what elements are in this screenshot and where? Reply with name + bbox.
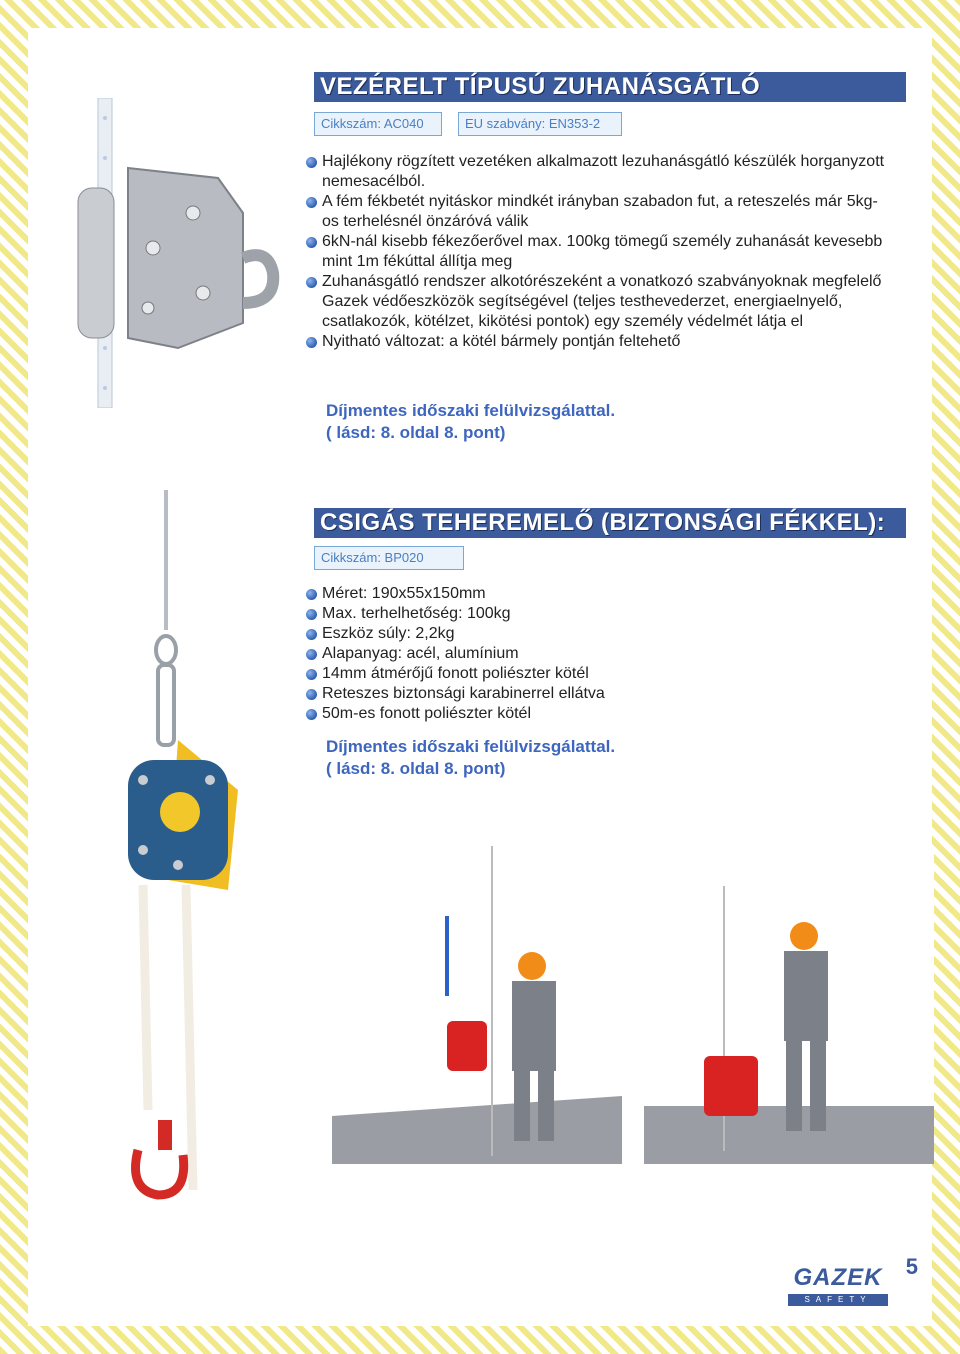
section1-code: Cikkszám: AC040 [314, 112, 442, 136]
hoist-demo-photo-right [644, 846, 934, 1164]
list-item: Hajlékony rögzített vezetéken alkalmazott lezuhanásgátló készülék horganyzott nemesacélból. [306, 152, 886, 192]
section2-code: Cikkszám: BP020 [314, 546, 464, 570]
notice-line: Díjmentes időszaki felülvizsgálattal. [326, 401, 616, 420]
list-item: A fém fékbetét nyitáskor mindkét irányban szabadon fut, a reteszelés már 5kg-os terhelésnél önzáróvá válik [306, 192, 886, 232]
list-item: Méret: 190x55x150mm [306, 584, 886, 604]
list-item: Alapanyag: acél, alumínium [306, 644, 886, 664]
section2-title: CSIGÁS TEHEREMELŐ (BIZTONSÁGI FÉKKEL): [314, 508, 906, 538]
logo-subtitle: SAFETY [788, 1294, 888, 1306]
section1-bullet-list [306, 152, 886, 352]
notice-line: Díjmentes időszaki felülvizsgálattal. [326, 737, 616, 756]
list-item: 6kN-nál kisebb fékezőerővel max. 100kg tömegű személy zuhanását kevesebb mint 1m fékúttal állítja meg [306, 232, 886, 272]
pulley-hoist-image [98, 490, 298, 1220]
page [28, 28, 932, 1326]
list-item: Reteszes biztonsági karabinerrel ellátva [306, 684, 886, 704]
hoist-demo-photo-left [332, 846, 622, 1164]
list-item: Zuhanásgátló rendszer alkotórészeként a vonatkozó szabványoknak megfelelő Gazek védőeszközök segítségével (teljes testhevederzet, energiaelnyelő, csatlakozók, kötélzet, kikötési pontok) egy személy védelmét látja el [306, 272, 886, 332]
section1-standard: EU szabvány: EN353-2 [458, 112, 622, 136]
section1-notice [326, 400, 615, 444]
list-item: Eszköz súly: 2,2kg [306, 624, 886, 644]
list-item: Nyitható változat: a kötél bármely pontján feltehető [306, 332, 886, 352]
gazek-logo [788, 1264, 888, 1306]
list-item: 50m-es fonott poliészter kötél [306, 704, 886, 724]
list-item: 14mm átmérőjű fonott poliészter kötél [306, 664, 886, 684]
fall-arrester-image [68, 98, 318, 408]
section1-title: VEZÉRELT TÍPUSÚ ZUHANÁSGÁTLÓ [314, 72, 906, 102]
logo-word: GAZEK [793, 1264, 883, 1291]
section2-bullet-list [306, 584, 886, 724]
section2-notice [326, 736, 615, 780]
page-number: 5 [905, 1254, 918, 1279]
list-item: Max. terhelhetőség: 100kg [306, 604, 886, 624]
notice-line: ( lásd: 8. oldal 8. pont) [326, 759, 506, 778]
notice-line: ( lásd: 8. oldal 8. pont) [326, 423, 506, 442]
